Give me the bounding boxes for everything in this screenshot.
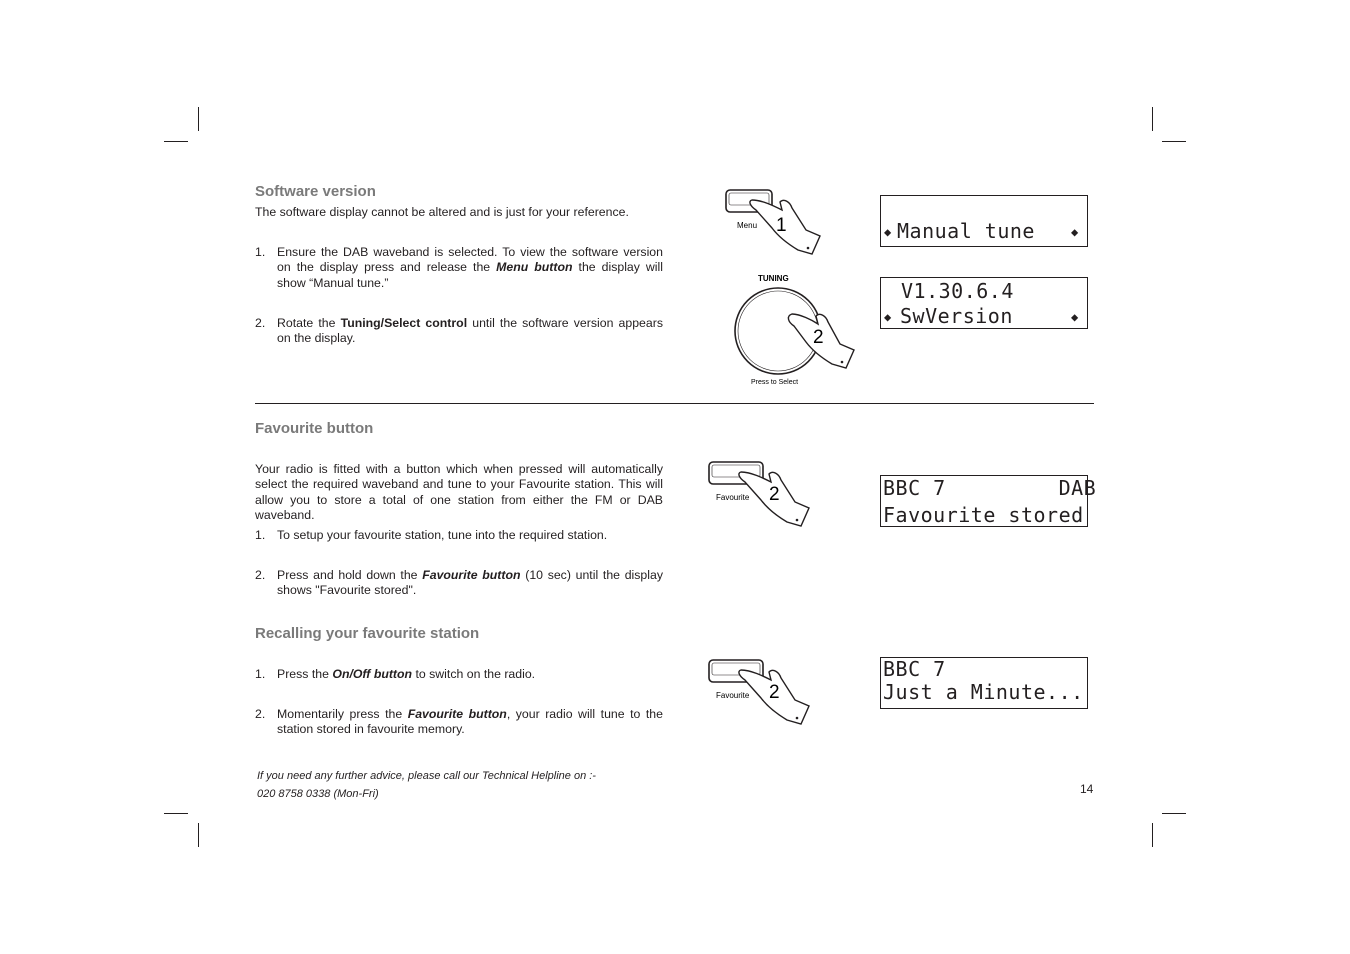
lcd-line: BBC 7: [883, 657, 946, 681]
step-marker: 2: [769, 682, 780, 703]
tuning-sub-label: Press to Select: [751, 379, 799, 386]
crop-mark: [198, 107, 199, 131]
step-text: Ensure the DAB waveband is selected. To view the software version on the display press and release the: [277, 245, 663, 275]
step-marker: 1: [776, 215, 787, 236]
favourite-intro: Your radio is fitted with a button which when pressed will automatically select the required waveband and tune to your Favourite station. This will allow you to store a total of one station from either the FM or DAB waveband.: [255, 462, 663, 523]
step-number: 1.: [255, 528, 266, 542]
step-marker: 2: [813, 327, 824, 348]
step-text: (10 sec) until the display shows "Favourite stored".: [277, 568, 663, 598]
step-text: the display will show “Manual tune.”: [277, 260, 663, 290]
menu-button-ref: Menu button: [496, 260, 573, 275]
diamond-left-icon: ◆: [884, 225, 892, 239]
list-item: [255, 568, 663, 600]
favourite-button-ref: Favourite button: [422, 568, 521, 582]
list-item: [255, 667, 663, 684]
section-title-software: Software version: [255, 183, 376, 200]
lcd-line: Manual tune: [897, 219, 1035, 243]
favourite-button-illustration: [705, 458, 821, 530]
step-number: 1.: [255, 667, 266, 681]
list-item: [255, 316, 663, 348]
diamond-right-icon: ◆: [1071, 310, 1079, 324]
lcd-line: BBC 7 DAB: [883, 476, 1097, 500]
lcd-display-favourite-stored: [880, 475, 1097, 527]
crop-mark: [1152, 107, 1153, 131]
tuning-knob-illustration: [728, 270, 862, 390]
diamond-right-icon: ◆: [1071, 225, 1079, 239]
step-text: , your radio will tune to the station stored in favourite memory.: [277, 707, 663, 737]
tuning-label: TUNING: [758, 274, 789, 283]
helpline-text: If you need any further advice, please call our Technical Helpline on :-: [257, 770, 596, 782]
menu-label: Menu: [737, 221, 758, 230]
step-text: to switch on the radio.: [412, 667, 536, 681]
favourite-button-ref: Favourite button: [407, 707, 507, 721]
list-item: [255, 245, 663, 293]
step-text: until the software version appears on the display.: [277, 316, 663, 346]
crop-mark: [1162, 813, 1186, 814]
lcd-display-just-a-minute: [880, 657, 1088, 709]
step-number: 2.: [255, 316, 266, 330]
favourite-label: Favourite: [716, 493, 750, 502]
tuning-control-ref: Tuning/Select control: [340, 316, 468, 330]
step-number: 2.: [255, 568, 266, 582]
list-item: [255, 528, 663, 545]
step-text: Press the: [277, 667, 333, 681]
favourite-button-illustration: [705, 656, 821, 728]
onoff-button-ref: On/Off button: [332, 667, 413, 681]
step-text: Press and hold down the: [277, 568, 423, 582]
helpline-number: 020 8758 0338 (Mon-Fri): [257, 788, 379, 800]
crop-mark: [1162, 141, 1186, 142]
page-number: 14: [1080, 782, 1094, 796]
step-number: 2.: [255, 707, 266, 721]
list-item: [255, 707, 663, 739]
crop-mark: [164, 141, 188, 142]
menu-button-illustration: [722, 186, 832, 258]
section-title-recall: Recalling your favourite station: [255, 625, 480, 642]
crop-mark: [1152, 823, 1153, 847]
section-divider: [255, 403, 1094, 404]
step-text: Momentarily press the: [277, 707, 408, 721]
crop-mark: [198, 823, 199, 847]
lcd-line: V1.30.6.4: [901, 279, 1014, 303]
lcd-line: Favourite stored: [883, 503, 1084, 527]
step-marker: 2: [769, 484, 780, 505]
lcd-line: Just a Minute...: [883, 680, 1084, 704]
crop-mark: [164, 813, 188, 814]
step-text: Rotate the: [277, 316, 341, 330]
diamond-left-icon: ◆: [884, 310, 892, 324]
section-title-favourite: Favourite button: [255, 420, 374, 437]
lcd-line: SwVersion: [900, 304, 1013, 328]
step-text: To setup your favourite station, tune into the required station.: [277, 528, 608, 542]
favourite-label: Favourite: [716, 691, 750, 700]
software-intro: The software display cannot be altered and is just for your reference.: [255, 205, 629, 219]
step-number: 1.: [255, 245, 266, 259]
lcd-display-manual-tune: [880, 195, 1088, 247]
lcd-display-sw-version: [880, 277, 1088, 329]
